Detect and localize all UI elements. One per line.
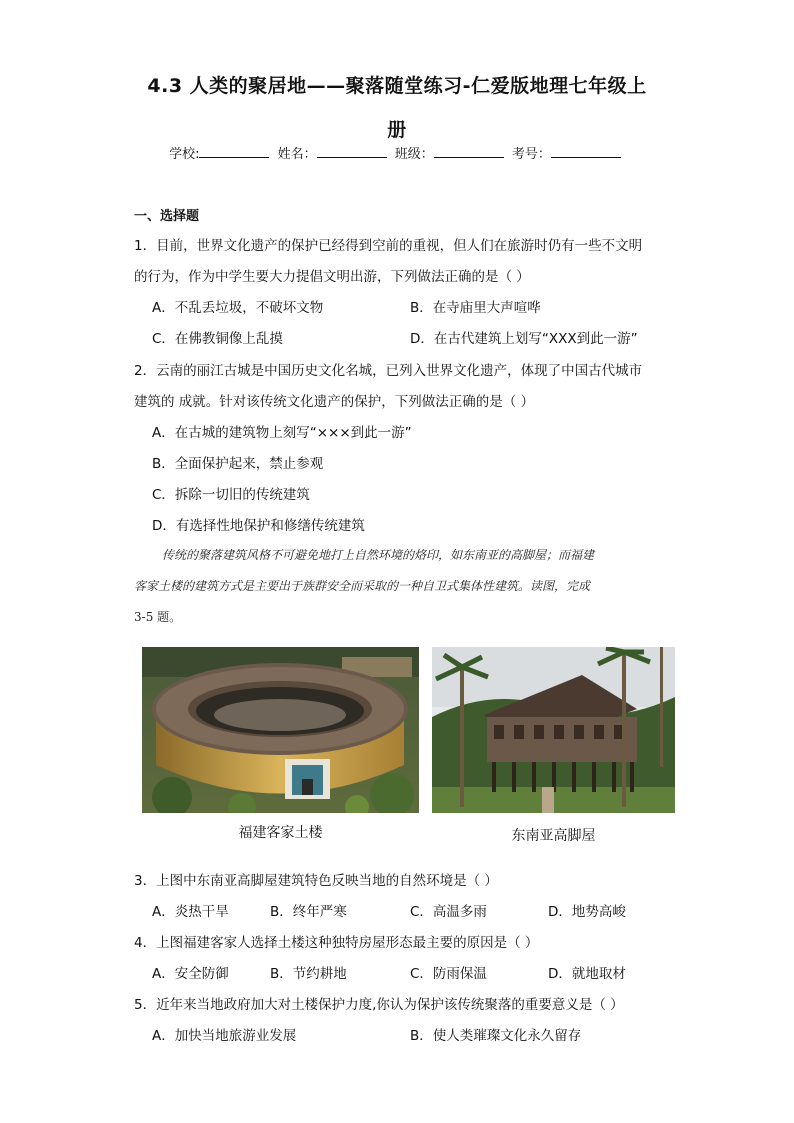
tulou-photo [142,647,419,813]
q4-option-c: C．防雨保温 [410,966,487,982]
q5-option-b: B．使人类璀璨文化永久留存 [410,1028,582,1044]
q4-option-d: D．就地取材 [548,966,626,982]
q1-option-c: C．在佛教铜像上乱摸 [152,331,283,347]
q5-option-a: A．加快当地旅游业发展 [152,1028,297,1044]
passage-line-3: 3-5 题。 [134,610,182,624]
q4-option-a: A．安全防御 [152,966,229,982]
class-label: 班级： [394,147,434,162]
q2-option-a: A．在古城的建筑物上刻写“×××到此一游” [152,425,412,441]
q2-option-c: C．拆除一切旧的传统建筑 [152,487,310,503]
q2-option-b: B．全面保护起来，禁止参观 [152,456,324,472]
q2-stem-line-2: 建筑的 成就。针对该传统文化遗产的保护，下列做法正确的是（ ） [134,394,535,410]
title-line-1: 4.3 人类的聚居地——聚落随堂练习-仁爱版地理七年级上 [147,75,647,97]
q5-stem: 5．近年来当地政府加大对土楼保护力度,你认为保护该传统聚落的重要意义是（ ） [134,997,624,1013]
passage-line-1: 传统的聚落建筑风格不可避免地打上自然环境的烙印，如东南亚的高脚屋；而福建 [162,548,595,562]
name-blank[interactable] [317,145,387,158]
tulou-caption: 福建客家土楼 [238,825,323,841]
exam-number-blank[interactable] [551,145,621,158]
school-blank[interactable] [199,145,269,158]
q1-stem-line-1: 1．目前，世界文化遗产的保护已经得到空前的重视，但人们在旅游时仍有一些不文明 [134,238,643,254]
q1-option-b: B．在寺庙里大声喧哗 [410,300,541,316]
exam-number-label: 考号： [511,147,551,162]
name-label: 姓名： [277,147,317,162]
title-line-2: 册 [387,119,407,141]
q1-option-d: D．在古代建筑上划写“XXX到此一游” [410,331,638,347]
stilt-house-caption: 东南亚高脚屋 [511,828,596,844]
student-info-line [0,143,794,162]
school-label: 学校: [169,147,200,162]
q4-option-b: B．节约耕地 [270,966,347,982]
q2-option-d: D．有选择性地保护和修缮传统建筑 [152,518,365,534]
section-heading: 一、选择题 [134,209,200,224]
class-blank[interactable] [434,145,504,158]
q2-stem-line-1: 2．云南的丽江古城是中国历史文化名城，已列入世界文化遗产，体现了中国古代城市 [134,363,643,379]
q3-stem: 3．上图中东南亚高脚屋建筑特色反映当地的自然环境是（ ） [134,873,498,889]
q4-stem: 4．上图福建客家人选择土楼这种独特房屋形态最主要的原因是（ ） [134,935,539,951]
q1-stem-line-2: 的行为，作为中学生要大力提倡文明出游，下列做法正确的是（ ） [134,269,530,285]
stilt-house-photo [432,647,675,813]
q3-option-a: A．炎热干旱 [152,904,229,920]
q3-option-d: D．地势高峻 [548,904,626,920]
q1-option-a: A．不乱丢垃圾，不破坏文物 [152,300,324,316]
q3-option-b: B．终年严寒 [270,904,347,920]
document-title [120,64,674,152]
q3-option-c: C．高温多雨 [410,904,487,920]
passage-line-2: 客家土楼的建筑方式是主要出于族群安全而采取的一种自卫式集体性建筑。读图，完成 [134,579,591,593]
